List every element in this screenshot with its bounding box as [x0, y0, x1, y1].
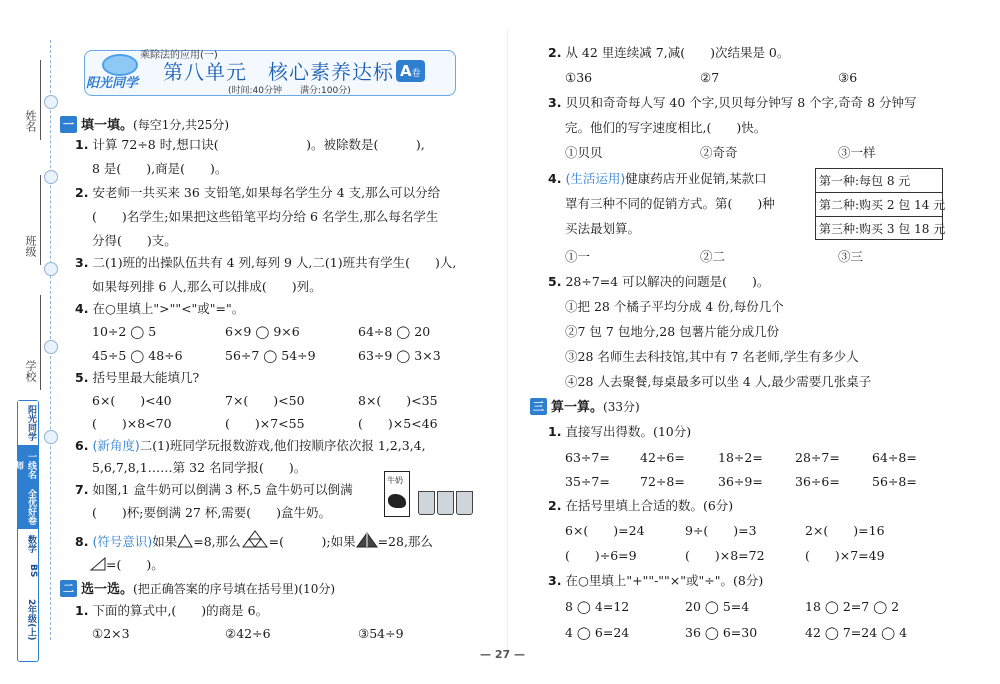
section-1-heading [60, 116, 229, 135]
choice-2-title [548, 45, 789, 61]
question-number: 2. [75, 185, 89, 200]
choice-option: ①一 [565, 249, 591, 264]
choice-3-line-2: 完。他们的写字速度相比,( )快。 [565, 120, 767, 135]
punch-hole [44, 262, 58, 276]
page-number: — 27 — [480, 648, 525, 661]
section-number: 三 [530, 398, 547, 415]
calc-item: 8 ◯ 4=12 [565, 599, 630, 614]
brand-logo [86, 54, 156, 90]
calc-item: 20 ◯ 5=4 [685, 599, 750, 614]
cup-icon [456, 491, 473, 515]
calc-item: ( )×7=49 [805, 548, 885, 563]
question-number: 6. [75, 438, 89, 453]
section-title: 填一填。 [81, 118, 134, 133]
question-text: 二(1)班同学玩报数游戏,他们按顺序依次报 1,2,3,4, [139, 438, 426, 453]
section-score: (33分) [603, 400, 640, 414]
question-tag: (新角度) [92, 438, 140, 453]
calc-item: 63÷7= [565, 450, 610, 465]
unit-subtitle: 乘除法的应用(一) [140, 50, 218, 61]
calc-item: 18÷2= [718, 450, 763, 465]
choice-option: ③一样 [838, 145, 876, 160]
calc-item: 72÷8= [640, 474, 685, 489]
question-7-line-1 [75, 482, 353, 498]
choice-option: ②二 [700, 249, 726, 264]
choice-option: ②7 包 7 包地分,28 包薯片能分成几份 [565, 324, 780, 339]
question-text: 直接写出得数。(10分) [565, 424, 692, 439]
choice-option: ①36 [565, 70, 593, 85]
question-tag: (符号意识) [92, 534, 153, 549]
question-number: 2. [548, 45, 562, 60]
question-1-line-2: 8 是( ),商是( )。 [92, 161, 228, 176]
choice-option: ③28 名师生去科技馆,其中有 7 名老师,学生有多少人 [565, 349, 859, 364]
question-3-line-2: 如果每列排 6 人,那么可以排成( )列。 [92, 279, 322, 294]
question-1-line-1 [75, 137, 425, 153]
question-4-item: 45÷5 ◯ 48÷6 [92, 348, 183, 363]
milk-illustration [384, 471, 474, 521]
choice-option: ④28 人去聚餐,每桌最多可以坐 4 人,最少需要几张桌子 [565, 374, 872, 389]
question-tag: (生活运用) [565, 171, 626, 186]
question-text: 贝贝和奇奇每人写 40 个字,贝贝每分钟写 8 个字,奇奇 8 分钟写 [565, 95, 917, 110]
question-6-line-2: 5,6,7,8,1……第 32 名同学报( )。 [92, 460, 307, 475]
class-label: 班级 [24, 235, 37, 257]
question-7-line-2: ( )杯;要倒满 27 杯,需要( )盒牛奶。 [92, 505, 332, 520]
calc-item: 64÷8= [872, 450, 917, 465]
question-8-line-2 [90, 557, 164, 573]
question-text: 二(1)班的出操队伍共有 4 列,每列 9 人,二(1)班共有学生( )人, [92, 255, 457, 270]
logo-text: 阳光同学 [86, 76, 139, 91]
question-2-line-2: ( )名学生;如果把这些铅笔平均分给 6 名学生,那么每名学生 [92, 209, 439, 224]
calc-item: 36÷6= [795, 474, 840, 489]
choice-option: ②42÷6 [225, 626, 271, 641]
question-5-item: 6×( )<40 [92, 393, 172, 408]
question-8-line-1 [75, 530, 433, 550]
choice-4-line-1 [548, 171, 767, 187]
price-option: 第二种:购买 2 包 14 元 [816, 193, 942, 217]
question-number: 5. [548, 274, 562, 289]
question-5-item: ( )×5<46 [358, 416, 438, 431]
calc-item: 28÷7= [795, 450, 840, 465]
school-line [40, 295, 41, 390]
paper-badge [396, 60, 425, 82]
question-4-title [75, 301, 244, 317]
calc-item: 56÷8= [872, 474, 917, 489]
choice-3-line-1 [548, 95, 917, 111]
question-number: 1. [75, 603, 89, 618]
combined-shape-icon [356, 532, 378, 548]
section-title: 选一选。 [81, 582, 134, 597]
spine-series: 一线名师 [18, 445, 38, 485]
punch-hole [44, 170, 58, 184]
price-option: 第三种:购买 3 包 18 元 [819, 222, 946, 236]
badge-suffix: 卷 [411, 69, 421, 79]
question-text: 如果 [152, 534, 178, 549]
question-text: 在○里填上">""<"或"="。 [92, 301, 245, 316]
choice-option: ②7 [700, 70, 720, 85]
page-title: 第八单元 核心素养达标 [163, 60, 394, 84]
question-number: 7. [75, 482, 89, 497]
name-label: 姓名 [24, 110, 37, 132]
question-text: 从 42 里连续减 7,减( )次结果是 0。 [565, 45, 790, 60]
carton-label: 牛奶 [387, 476, 403, 485]
calc-item: 6×( )=24 [565, 523, 645, 538]
calc-1-title [548, 424, 691, 440]
question-text: =( );如果 [268, 534, 356, 549]
question-number: 3. [75, 255, 89, 270]
spine-type: 全优好卷 [18, 485, 38, 529]
calc-item: 36÷9= [718, 474, 763, 489]
punch-hole [44, 95, 58, 109]
question-2-line-3: 分得( )支。 [92, 233, 177, 248]
section-score: (把正确答案的序号填在括号里)(10分) [133, 582, 336, 596]
calc-item: ( )÷6=9 [565, 548, 637, 563]
choice-option: ①贝贝 [565, 145, 603, 160]
price-box [815, 168, 946, 240]
choice-option: ②奇奇 [700, 145, 738, 160]
choice-option: ③6 [838, 70, 858, 85]
cup-icon [437, 491, 454, 515]
question-4-item: 6×9 ◯ 9×6 [225, 324, 300, 339]
price-option: 第一种:每包 8 元 [816, 169, 942, 193]
question-3-line-1 [75, 255, 456, 271]
question-number: 1. [548, 424, 562, 439]
question-4-item: 56÷7 ◯ 54÷9 [225, 348, 316, 363]
question-text: 28÷7=4 可以解决的问题是( )。 [565, 274, 770, 289]
choice-5-title [548, 274, 769, 290]
question-6-line-1 [75, 438, 426, 454]
question-5-item: 8×( )<35 [358, 393, 438, 408]
question-4-item: 10÷2 ◯ 5 [92, 324, 157, 339]
time-info: (时间:40分钟 满分:100分) [228, 86, 351, 96]
choice-4-line-3: 买法最划算。 [565, 221, 641, 236]
question-text: 括号里最大能填几? [92, 370, 200, 385]
question-number: 5. [75, 370, 89, 385]
choice-option: ①2×3 [92, 626, 130, 641]
section-number: 二 [60, 580, 77, 597]
choice-4-line-2: 罩有三种不同的促销方式。第( )种 [565, 196, 775, 211]
section-3-heading [530, 398, 640, 417]
question-5-title [75, 370, 199, 386]
question-number: 8. [75, 534, 89, 549]
question-5-item: ( )×8<70 [92, 416, 172, 431]
question-text: 计算 72÷8 时,想口诀( )。被除数是( ), [92, 137, 425, 152]
question-number: 4. [548, 171, 562, 186]
calc-item: 2×( )=16 [805, 523, 885, 538]
question-2-line-1 [75, 185, 440, 201]
triangle-icon [177, 534, 193, 548]
badge-letter: A [400, 62, 412, 80]
choice-option: ③54÷9 [358, 626, 404, 641]
question-text: =28,那么 [377, 534, 433, 549]
calc-item: 35÷7= [565, 474, 610, 489]
question-4-item: 63÷9 ◯ 3×3 [358, 348, 441, 363]
school-label: 学校 [24, 360, 37, 382]
calc-item: 4 ◯ 6=24 [565, 625, 630, 640]
question-number: 2. [548, 498, 562, 513]
section-number: 一 [60, 116, 77, 133]
calc-item: 42÷6= [640, 450, 685, 465]
calc-item: 36 ◯ 6=30 [685, 625, 758, 640]
half-triangle-icon [90, 557, 106, 571]
calc-3-title [548, 573, 763, 589]
calc-item: 9÷( )=3 [685, 523, 757, 538]
calc-item: 42 ◯ 7=24 ◯ 4 [805, 625, 908, 640]
section-score: (每空1分,共25分) [133, 118, 230, 132]
question-text: 下面的算式中,( )的商是 6。 [92, 603, 269, 618]
name-line [40, 60, 41, 140]
choice-1-title [75, 603, 268, 619]
question-5-item: ( )×7<55 [225, 416, 305, 431]
choice-option: ③三 [838, 249, 864, 264]
spine-edition: BS [18, 559, 38, 583]
question-text: 安老师一共买来 36 支铅笔,如果每名学生分 4 支,那么可以分给 [92, 185, 441, 200]
question-number: 4. [75, 301, 89, 316]
calc-item: 18 ◯ 2=7 ◯ 2 [805, 599, 900, 614]
calc-2-title [548, 498, 733, 514]
question-number: 3. [548, 573, 562, 588]
milk-carton-icon [384, 471, 410, 517]
question-5-item: 7×( )<50 [225, 393, 305, 408]
question-text: 在括号里填上合适的数。(6分) [565, 498, 734, 513]
question-text: 如图,1 盒牛奶可以倒满 3 杯,5 盒牛奶可以倒满 [92, 482, 353, 497]
class-line [40, 175, 41, 265]
cup-icon [418, 491, 435, 515]
spine-brand: 阳光同学 [18, 401, 38, 445]
punch-hole [44, 430, 58, 444]
question-number: 3. [548, 95, 562, 110]
choice-option: ①把 28 个橘子平均分成 4 份,每份几个 [565, 299, 784, 314]
question-number: 1. [75, 137, 89, 152]
spine-grade: 2年级(上) [18, 583, 38, 657]
section-2-heading [60, 580, 335, 599]
calc-item: ( )×8=72 [685, 548, 765, 563]
question-text: 健康药店开业促销,某款口 [625, 171, 767, 186]
page-divider [507, 30, 508, 650]
question-text: =( )。 [106, 557, 164, 572]
question-text: =8,那么 [193, 534, 241, 549]
triangle-group-icon [241, 530, 269, 548]
section-title: 算一算。 [551, 400, 604, 415]
question-4-item: 64÷8 ◯ 20 [358, 324, 431, 339]
question-text: 在○里填上"+""-""×"或"÷"。(8分) [565, 573, 764, 588]
spine-subject: 数学 [18, 529, 38, 559]
punch-hole [44, 340, 58, 354]
spine-label [13, 400, 39, 662]
